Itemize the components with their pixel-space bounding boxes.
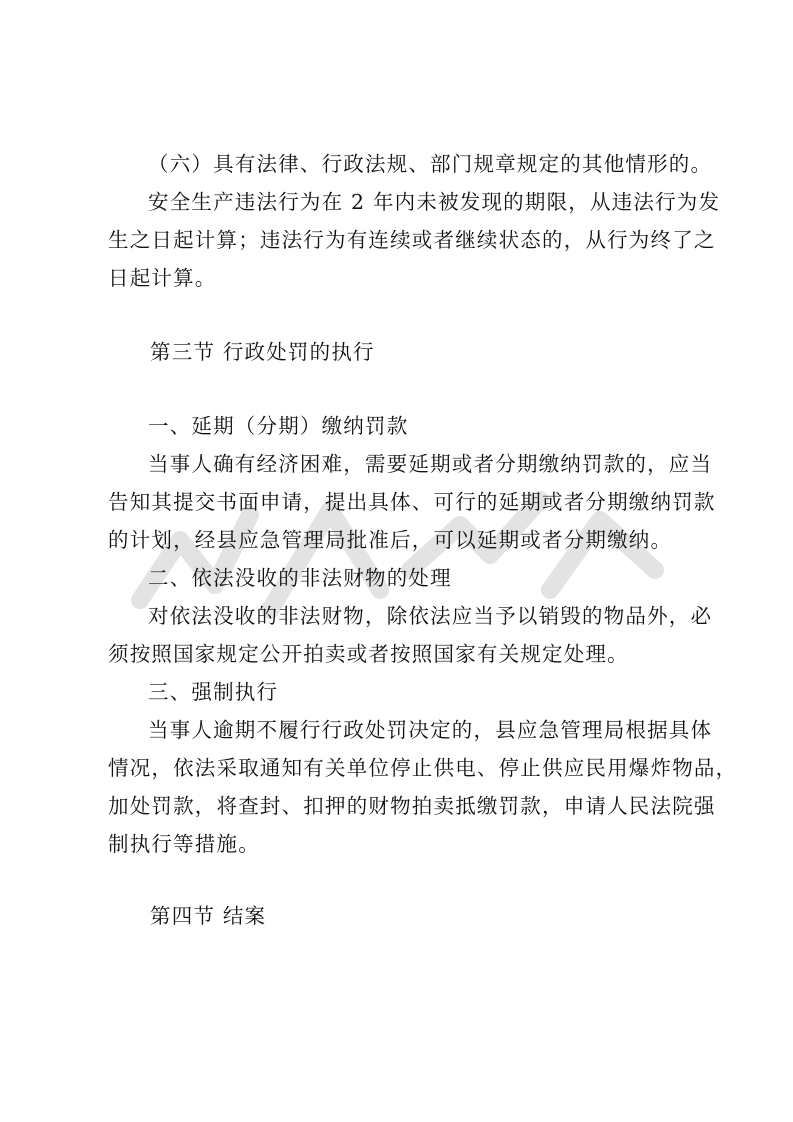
paragraph-line-8: 对依法没收的非法财物，除依法应当予以销毁的物品外，必: [148, 604, 713, 628]
paragraph-line-7: 的计划，经县应急管理局批准后，可以延期或者分期缴纳。: [108, 528, 673, 552]
paragraph-line-3: 生之日起计算；违法行为有连续或者继续状态的，从行为终了之: [108, 228, 716, 252]
paragraph-line-2: 安全生产违法行为在 2 年内未被发现的期限，从违法行为发: [148, 190, 721, 214]
paragraph-line-10: 当事人逾期不履行行政处罚决定的，县应急管理局根据具体: [148, 718, 713, 742]
section-title-4: 第四节 结案: [150, 904, 267, 928]
paragraph-line-11: 情况，依法采取通知有关单位停止供电、停止供应民用爆炸物品，: [108, 756, 738, 780]
paragraph-line-4: 日起计算。: [108, 266, 217, 290]
paragraph-line-9: 须按照国家规定公开拍卖或者按照国家有关规定处理。: [108, 642, 629, 666]
paragraph-line-1: （六）具有法律、行政法规、部门规章规定的其他情形的。: [148, 152, 713, 176]
paragraph-line-6: 告知其提交书面申请，提出具体、可行的延期或者分期缴纳罚款: [108, 490, 716, 514]
paragraph-line-5: 当事人确有经济困难，需要延期或者分期缴纳罚款的，应当: [148, 452, 713, 476]
section-title-3: 第三节 行政处罚的执行: [150, 340, 375, 364]
paragraph-line-13: 制执行等措施。: [108, 832, 260, 856]
subheading-3: 三、强制执行: [148, 680, 279, 704]
subheading-2: 二、依法没收的非法财物的处理: [148, 566, 452, 590]
subheading-1: 一、延期（分期）缴纳罚款: [148, 414, 409, 438]
paragraph-line-12: 加处罚款，将查封、扣押的财物拍卖抵缴罚款，申请人民法院强: [108, 794, 716, 818]
